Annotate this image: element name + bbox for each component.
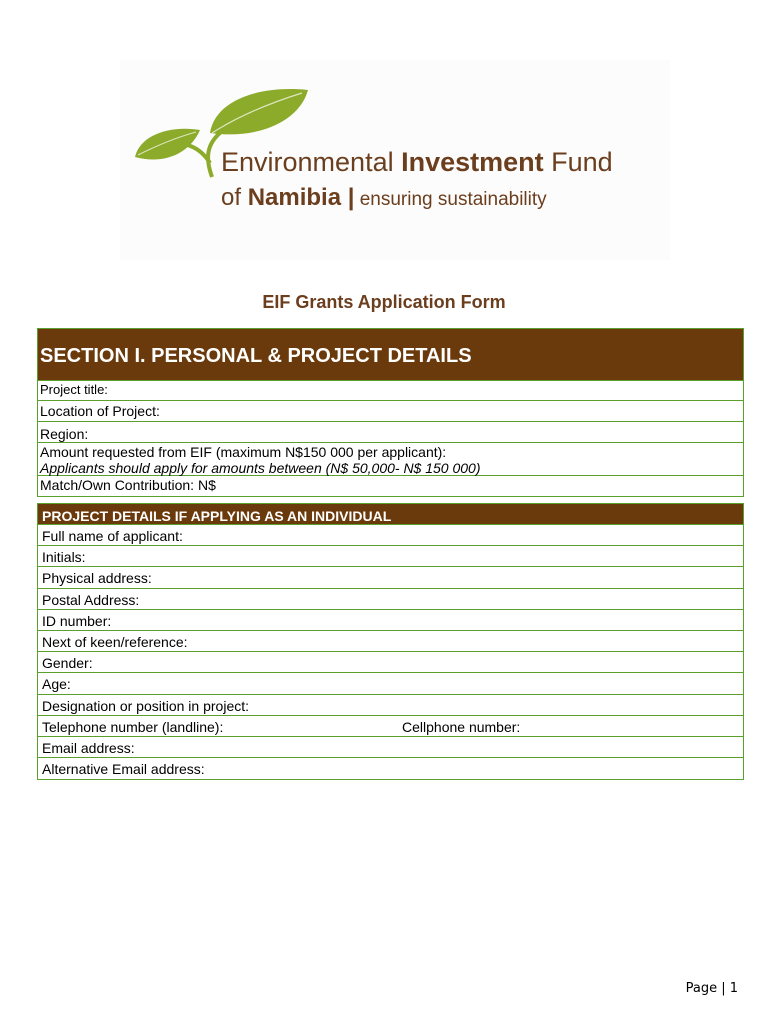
postal-address-field[interactable]: Postal Address: — [38, 589, 743, 610]
amount-requested-label: Amount requested from EIF (maximum N$150 000 per applicant): — [40, 444, 447, 460]
individual-details-table — [37, 503, 744, 780]
amount-requested-field[interactable] — [38, 443, 743, 476]
cellphone-field[interactable]: Cellphone number: — [402, 718, 521, 735]
age-field[interactable]: Age: — [38, 673, 743, 694]
alt-email-field[interactable]: Alternative Email address: — [42, 761, 205, 778]
id-number-field[interactable]: ID number: — [38, 610, 743, 631]
form-title: EIF Grants Application Form — [262, 292, 506, 312]
physical-address-field[interactable]: Physical address: — [38, 567, 743, 588]
initials-field[interactable]: Initials: — [38, 546, 743, 567]
location-field[interactable]: Location of Project: — [38, 401, 743, 422]
gender-field[interactable]: Gender: — [38, 652, 743, 673]
region-field[interactable]: Region: — [38, 422, 743, 443]
logo-text-line2: of Namibia | ensuring sustainability — [221, 184, 547, 211]
designation-field[interactable]: Designation or position in project: — [38, 695, 743, 716]
telephone-field[interactable]: Telephone number (landline): — [42, 718, 224, 735]
email-field[interactable]: Email address: — [38, 737, 743, 758]
contribution-field[interactable]: Match/Own Contribution: N$ — [40, 477, 216, 493]
phone-row — [38, 716, 743, 737]
next-of-keen-field[interactable]: Next of keen/reference: — [38, 631, 743, 652]
page-number: Page | 1 — [685, 981, 738, 996]
section1-heading: SECTION I. PERSONAL & PROJECT DETAILS — [38, 329, 743, 381]
section2-heading: PROJECT DETAILS IF APPLYING AS AN INDIVIDUAL — [38, 504, 743, 525]
full-name-field[interactable]: Full name of applicant: — [38, 525, 743, 546]
project-title-field[interactable]: Project title: — [38, 381, 743, 401]
personal-project-details-table — [37, 328, 744, 497]
amount-note: Applicants should apply for amounts between (N$ 50,000- N$ 150 000) — [40, 460, 481, 476]
logo-text-line1: Environmental Investment Fund — [221, 147, 613, 177]
